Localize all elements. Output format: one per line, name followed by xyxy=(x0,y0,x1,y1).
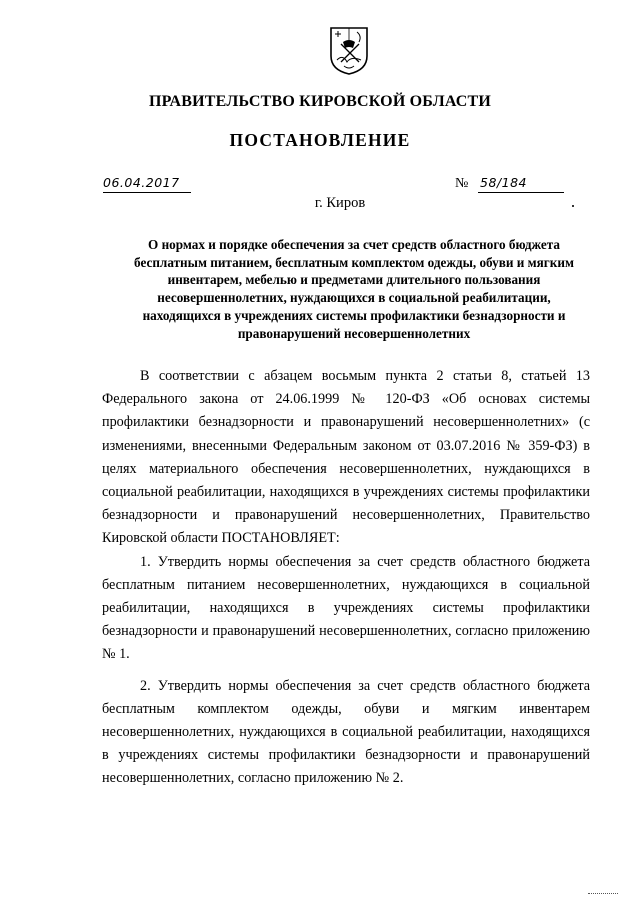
document-title: О нормах и порядке обеспечения за счет средств областного бюджета бесплатным питанием, бесплатным комплектом одежды, обуви и мягким инвентарем, мебелью и предметами длительного пользования несовершеннолетних, нуждающихся в социальной реабилитации, находящихся в учреждениях системы профилактики безнадзорности и правонарушений несовершеннолетних xyxy=(134,237,574,341)
number-sign: № xyxy=(455,176,469,191)
item-1-paragraph: 1. Утвердить нормы обеспечения за счет средств областного бюджета бесплатным питанием несовершеннолетних, нуждающихся в социальной реабилитации, находящихся в учреждениях системы профилактики безнадзорности и правонарушений несовершеннолетних, согласно приложению № 1. xyxy=(102,553,590,663)
city: г. Киров xyxy=(314,195,366,211)
scan-dot xyxy=(572,205,574,207)
organization-name: ПРАВИТЕЛЬСТВО КИРОВСКОЙ ОБЛАСТИ xyxy=(148,93,492,110)
document-body xyxy=(102,365,590,803)
coat-of-arms-icon xyxy=(329,26,369,76)
footer-mark xyxy=(588,893,618,894)
document-type: ПОСТАНОВЛЕНИЕ xyxy=(229,130,411,150)
preamble-paragraph: В соответствии с абзацем восьмым пункта 2 статьи 8, статьей 13 Федерального закона от 24.06.1999 № 120-ФЗ «Об основах системы профилактики безнадзорности и правонарушений несовершеннолетних» (с изменениями, внесенными Федеральным законом от 03.07.2016 № 359-ФЗ) в целях материального обеспечения несовершеннолетних, нуждающихся в социальной реабилитации, находящихся в учреждениях системы профилактики безнадзорности и правонарушений несовершеннолетних, Правительство Кировской области ПОСТАНОВЛЯЕТ: xyxy=(102,368,590,547)
item-2-paragraph: 2. Утвердить нормы обеспечения за счет средств областного бюджета бесплатным комплектом одежды, обуви и мягким инвентарем несовершеннолетних, нуждающихся в социальной реабилитации, находящихся в учреждениях системы профилактики безнадзорности и правонарушений несовершеннолетних, согласно приложению № 2. xyxy=(102,677,590,787)
document-date: 06.04.2017 xyxy=(103,175,191,193)
document-number: 58/184 xyxy=(478,175,564,193)
